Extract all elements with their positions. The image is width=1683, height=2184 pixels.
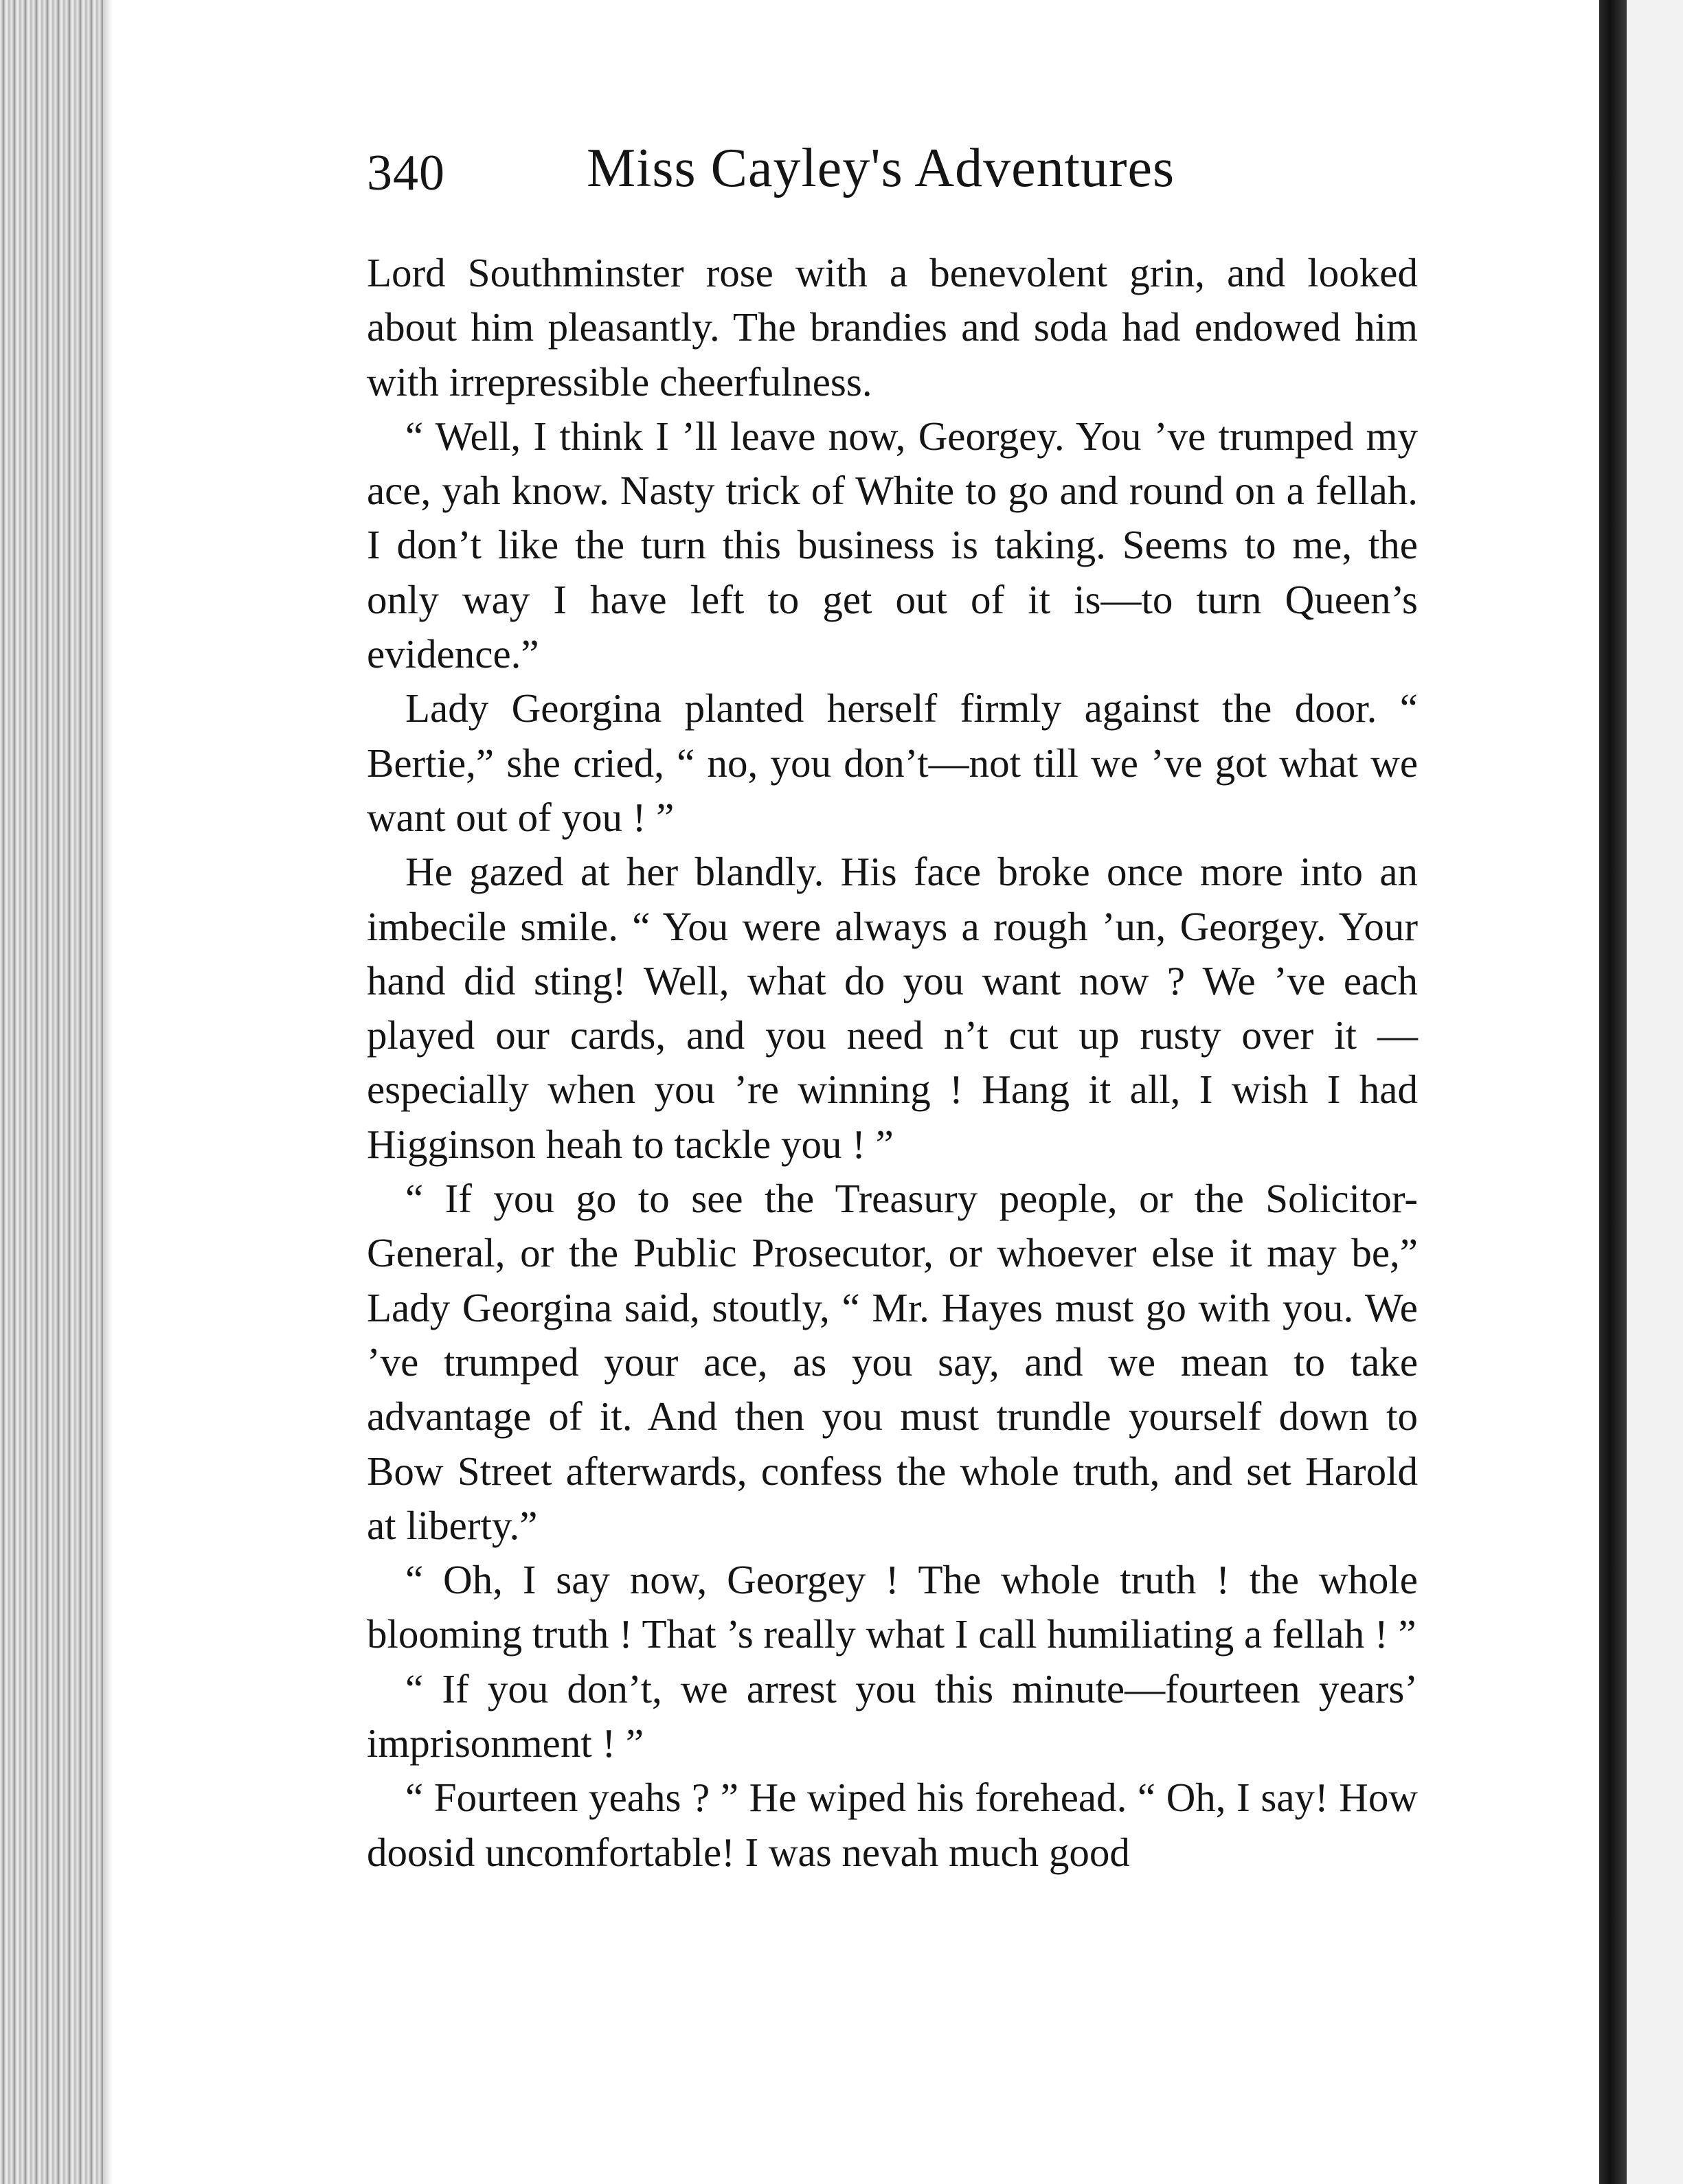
paragraph: “ Fourteen yeahs ? ” He wiped his forehead. “ Oh, I say! How doosid uncomfortable! I was nevah much good bbox=[367, 1775, 1418, 1875]
paragraph: Lord Southminster rose with a benevolent grin, and looked about him pleasantly. The brandies and soda had endowed him with irrepressible cheerfulness. bbox=[367, 250, 1418, 405]
paragraph: “ If you go to see the Treasury people, or the Solicitor-General, or the Public Prosecutor, or whoever else it may be,” Lady Georgina said, stoutly, “ Mr. Hayes must go with you. We ’ve trumped your ace, as you say, and we mean to take advantage of it. And then you must trundle yourself down to Bow Street afterwards, confess the whole truth, and set Harold at liberty.” bbox=[367, 1176, 1418, 1548]
page-header bbox=[367, 124, 1418, 234]
adjacent-page-edge bbox=[1627, 0, 1683, 2184]
page-number: 340 bbox=[367, 145, 445, 201]
page-edges bbox=[0, 0, 103, 2184]
paragraph: “ Oh, I say now, Georgey ! The whole truth ! the whole blooming truth ! That ’s really what I call humiliating a fellah ! ” bbox=[367, 1557, 1418, 1657]
book-page bbox=[367, 124, 1418, 1880]
body-text bbox=[367, 246, 1418, 1880]
running-title: Miss Cayley's Adventures bbox=[587, 138, 1175, 198]
paragraph: “ If you don’t, we arrest you this minute—fourteen years’ imprisonment ! ” bbox=[367, 1665, 1418, 1766]
paragraph: “ Well, I think I ’ll leave now, Georgey. You ’ve trumped my ace, yah know. Nasty trick of White to go and round on a fellah. I don’t like the turn this business is taking. Seems to me, the only way I have left to get out of it is—to turn Queen’s evidence.” bbox=[367, 413, 1418, 677]
book-binding bbox=[1599, 0, 1627, 2184]
paragraph: Lady Georgina planted herself firmly against the door. “ Bertie,” she cried, “ no, you don’t—not till we ’ve got what we want out of you ! ” bbox=[367, 685, 1418, 840]
paragraph: He gazed at her blandly. His face broke once more into an imbecile smile. “ You were always a rough ’un, Georgey. Your hand did sting! Well, what do you want now ? We ’ve each played our cards, and you need n’t cut up rusty over it —especially when you ’re winning ! Hang it all, I wish I had Higginson heah to tackle you ! ” bbox=[367, 849, 1418, 1167]
